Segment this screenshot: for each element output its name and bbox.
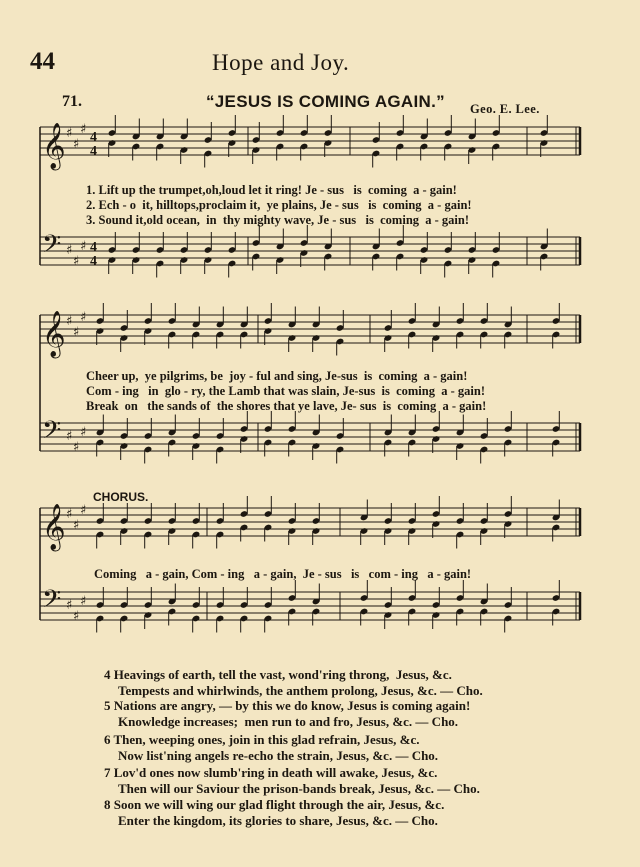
stanza-line: Lov'd ones now slumb'ring in death will awake, Jesus, &c. (113, 765, 438, 780)
sharp-icon: ♯ (73, 518, 80, 533)
sharp-icon: ♯ (80, 310, 87, 325)
stanza-line: Knowledge increases; men run to and fro, Jesus, &c. — Cho. (118, 714, 459, 729)
stanza-number: 5 (104, 698, 111, 713)
stanza-line: Soon we will wing our glad flight through the air, Jesus, &c. (113, 797, 445, 812)
verse-2-line-a: 2. Ech - o it, hilltops,proclaim it, ye plains, Je - sus is coming a - gain! (86, 198, 472, 212)
stanza-8 (104, 797, 444, 829)
sharp-icon: ♯ (73, 609, 80, 624)
stanza-6 (104, 732, 438, 764)
verse-2-line-b: Com - ing in glo - ry, the Lamb that was slain, Je-sus is coming a - gain! (86, 384, 485, 398)
chorus-label: CHORUS. (93, 490, 149, 504)
stanza-4 (104, 667, 483, 699)
stanza-line: Heavings of earth, tell the vast, wond'ring throng, Jesus, &c. (113, 667, 452, 682)
time-signature-top: 4 (90, 240, 97, 255)
hymn-title: “JESUS IS COMING AGAIN.” (206, 92, 445, 111)
sharp-icon: ♯ (80, 503, 87, 518)
book-title: Hope and Joy. (212, 50, 350, 75)
time-signature-bottom: 4 (90, 144, 97, 159)
bass-clef-icon: 𝄢 (42, 416, 62, 451)
treble-clef-icon: 𝄞 (42, 123, 66, 169)
bass-clef-icon: 𝄢 (42, 230, 62, 265)
stanza-line: Enter the kingdom, its glories to share, Jesus, &c. — Cho. (118, 813, 438, 828)
sharp-icon: ♯ (66, 507, 73, 522)
verse-1-line-b: Cheer up, ye pilgrims, be joy - ful and sing, Je-sus is coming a - gain! (86, 369, 468, 383)
sharp-icon: ♯ (80, 239, 87, 254)
time-signature-bottom: 4 (90, 254, 97, 269)
verse-3-line-a: 3. Sound it,old ocean, in thy mighty wave, Je - sus is coming a - gain! (86, 213, 470, 227)
sharp-icon: ♯ (66, 126, 73, 141)
sharp-icon: ♯ (80, 122, 87, 137)
sharp-icon: ♯ (66, 243, 73, 258)
verse-3-line-b: Break on the sands of the shores that ye lave, Je- sus is coming a - gain! (86, 399, 487, 413)
treble-clef-icon: 𝄞 (42, 504, 66, 550)
stanza-line: Now list'ning angels re-echo the strain, Jesus, &c. — Cho. (118, 748, 439, 763)
page-number: 44 (30, 48, 55, 75)
stanza-number: 7 (104, 765, 111, 780)
stanza-number: 6 (104, 732, 111, 747)
stanza-5 (104, 698, 470, 730)
stanza-line: Nations are angry, — by this we do know, Jesus is coming again! (113, 698, 471, 713)
bass-clef-icon: 𝄢 (42, 585, 62, 620)
sharp-icon: ♯ (66, 429, 73, 444)
sharp-icon: ♯ (73, 137, 80, 152)
sharp-icon: ♯ (80, 594, 87, 609)
stanza-line: Tempests and whirlwinds, the anthem prolong, Jesus, &c. — Cho. (118, 683, 483, 698)
sharp-icon: ♯ (66, 314, 73, 329)
sharp-icon: ♯ (73, 440, 80, 455)
stanza-number: 8 (104, 797, 111, 812)
hymn-number: 71. (62, 93, 82, 110)
sharp-icon: ♯ (80, 425, 87, 440)
chorus-lyric: Coming a - gain, Com - ing a - gain, Je - sus is com - ing a - gain! (94, 567, 472, 581)
sharp-icon: ♯ (73, 254, 80, 269)
sharp-icon: ♯ (66, 598, 73, 613)
stanza-line: Then will our Saviour the prison-bands break, Jesus, &c. — Cho. (118, 781, 480, 796)
sharp-icon: ♯ (73, 325, 80, 340)
composer: Geo. E. Lee. (470, 102, 540, 116)
treble-clef-icon: 𝄞 (42, 311, 66, 357)
verse-1-line-a: 1. Lift up the trumpet,oh,loud let it ring! Je - sus is coming a - gain! (86, 183, 457, 197)
stanza-7 (104, 765, 480, 797)
stanza-number: 4 (104, 667, 111, 682)
stanza-line: Then, weeping ones, join in this glad refrain, Jesus, &c. (113, 732, 420, 747)
time-signature-top: 4 (90, 130, 97, 145)
